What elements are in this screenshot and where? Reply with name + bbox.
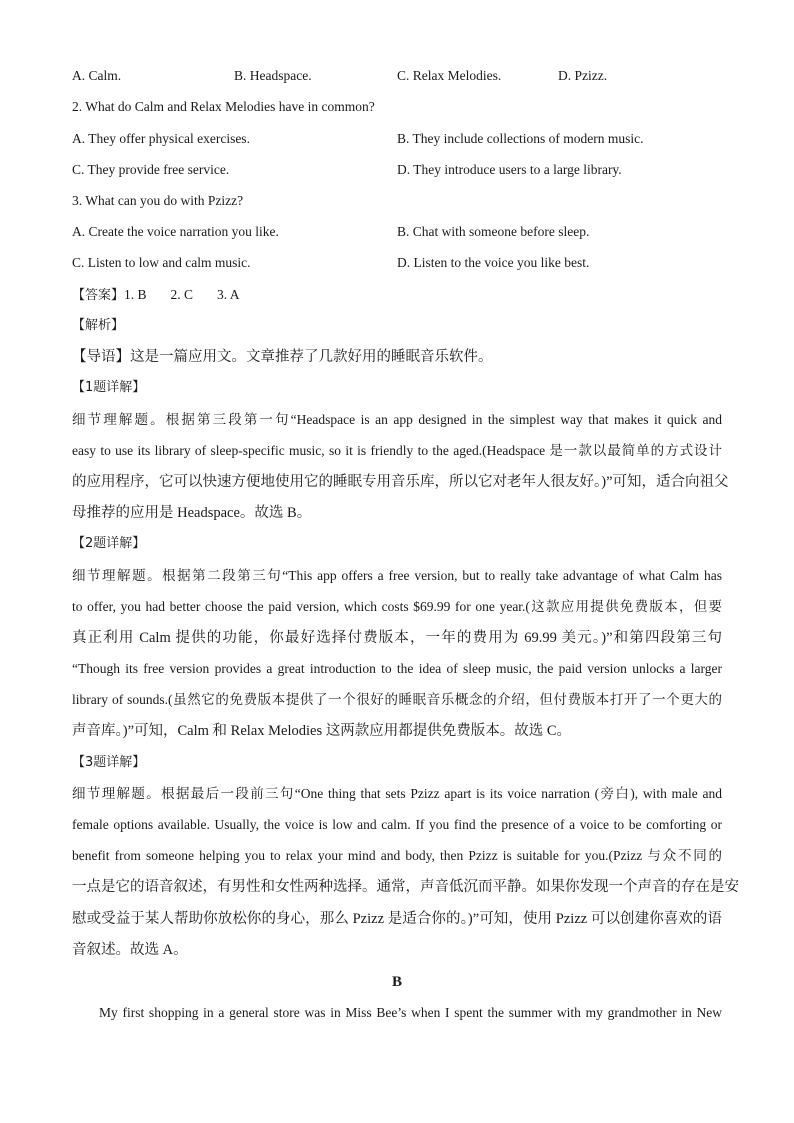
- q2-stem: 2. What do Calm and Relax Melodies have in common?: [72, 99, 375, 114]
- section-b-title: B: [391, 974, 402, 990]
- detail-2-line: 细节理解题。根据第二段第三句“This app offers a free version, but to really take advantage of what Calm has: [72, 568, 722, 583]
- answer-item-2: 2. C: [170, 287, 194, 302]
- detail-1-line: easy to use its library of sleep-specific music, so it is friendly to the aged.(Headspace 是一款以最简单的方式设计: [72, 443, 722, 458]
- answer-line: [72, 285, 722, 306]
- detail-2-line: 声音库。)”可知，Calm 和 Relax Melodies 这两款应用都提供免费版本。故选 C。: [72, 723, 572, 739]
- detail-1-line: 母推荐的应用是 Headspace。故选 B。: [72, 505, 312, 521]
- detail-3-heading: 【3题详解】: [72, 755, 146, 770]
- q2-option-a: A. They offer physical exercises.: [72, 131, 250, 146]
- detail-1-line: 的应用程序，它可以快速方便地使用它的睡眠专用音乐库，所以它对老年人很友好。)”可知，适合向祖父: [72, 474, 729, 490]
- answer-item-1: 1. B: [124, 287, 147, 302]
- detail-2-line: “Though its free version provides a great introduction to the idea of sleep music, the paid version unlocks a larger: [72, 661, 722, 676]
- detail-3-line: 音叙述。故选 A。: [72, 942, 188, 958]
- q1-option-c: C. Relax Melodies.: [397, 68, 502, 83]
- q3-option-c: C. Listen to low and calm music.: [72, 255, 251, 270]
- q3-option-a: A. Create the voice narration you like.: [72, 224, 279, 239]
- analysis-intro: 【导语】这是一篇应用文。文章推荐了几款好用的睡眠音乐软件。: [72, 349, 493, 365]
- detail-2-heading: 【2题详解】: [72, 536, 146, 551]
- detail-3-line: benefit from someone helping you to relax your mind and body, then Pzizz is suitable for you.(Pzizz 与众不同的: [72, 848, 722, 863]
- q2-option-c: C. They provide free service.: [72, 162, 230, 177]
- q1-option-a: A. Calm.: [72, 68, 122, 83]
- detail-3-line: female options available. Usually, the voice is low and calm. If you find the presence of a voice to be comforting or: [72, 817, 722, 832]
- q3-stem: 3. What can you do with Pzizz?: [72, 193, 244, 208]
- detail-2-line: 真正利用 Calm 提供的功能，你最好选择付费版本，一年的费用为 69.99 美元。)”和第四段第三句: [72, 630, 722, 646]
- section-b-first-line: My first shopping in a general store was in Miss Bee’s when I spent the summer with my grandmother in New: [99, 1005, 722, 1020]
- analysis-label: 【解析】: [72, 318, 125, 333]
- detail-2-line: to offer, you had better choose the paid version, which costs $69.99 for one year.(这款应用提供免费版本，但要: [72, 599, 722, 614]
- detail-2-line: library of sounds.(虽然它的免费版本提供了一个很好的睡眠音乐概念的介绍，但付费版本打开了一个更大的: [72, 692, 722, 707]
- detail-3-line: 一点是它的语音叙述，有男性和女性两种选择。通常，声音低沉而平静。如果你发现一个声音的存在是安: [72, 879, 739, 895]
- q1-option-b: B. Headspace.: [234, 68, 312, 83]
- detail-1-heading: 【1题详解】: [72, 380, 146, 395]
- q2-option-d: D. They introduce users to a large library.: [397, 162, 622, 177]
- detail-3-line: 细节理解题。根据最后一段前三句“One thing that sets Pzizz apart is its voice narration (旁白), with male and: [72, 786, 722, 801]
- q2-option-b: B. They include collections of modern music.: [397, 131, 644, 146]
- q3-option-b: B. Chat with someone before sleep.: [397, 224, 590, 239]
- detail-3-line: 慰或受益于某人帮助你放松你的身心，那么 Pzizz 是适合你的。)”可知，使用 Pzizz 可以创建你喜欢的语: [72, 911, 722, 927]
- detail-1-line: 细节理解题。根据第三段第一句“Headspace is an app designed in the simplest way that makes it quick and: [72, 412, 722, 427]
- q1-option-d: D. Pzizz.: [558, 68, 608, 83]
- answer-label: 【答案】: [72, 288, 125, 303]
- q3-option-d: D. Listen to the voice you like best.: [397, 255, 590, 270]
- answer-item-3: 3. A: [217, 287, 240, 302]
